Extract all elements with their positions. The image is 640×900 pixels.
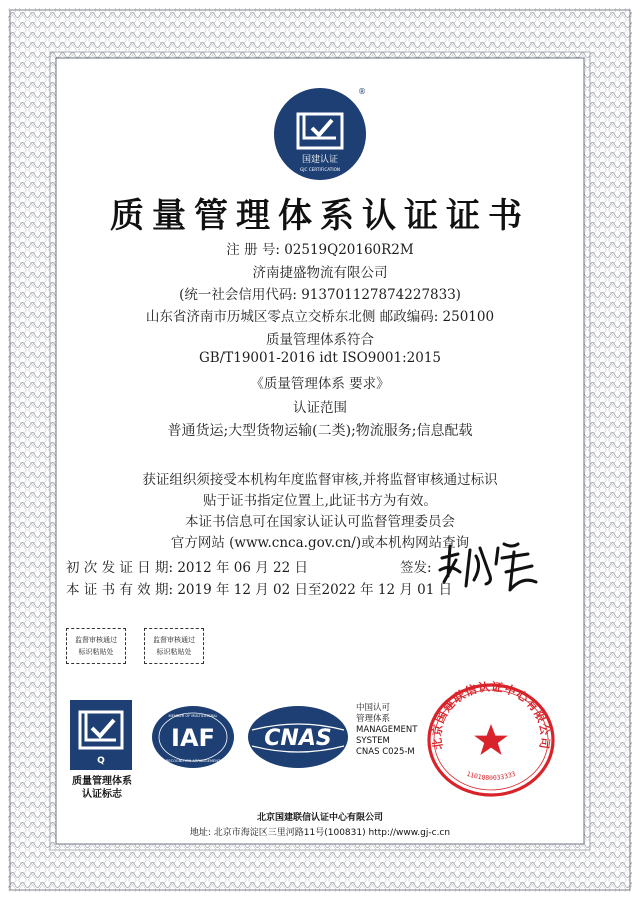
- seal-number: 1101080033333: [465, 769, 517, 782]
- audit-box-1-line2: 标识粘贴处: [78, 648, 114, 656]
- notice-line-4: 官方网站 (www.cnca.gov.cn/)或本机构网站查询: [170, 535, 470, 551]
- qms-mark-caption: [60, 775, 144, 801]
- svg-text:RECOGNITION ARRANGEMENT: RECOGNITION ARRANGEMENT: [165, 759, 221, 763]
- company-address: 山东省济南市历城区零点立交桥东北侧 邮政编码: 250100: [145, 309, 495, 325]
- logo-cn-text: 国建认证: [301, 155, 339, 165]
- iaf-text: IAF: [171, 724, 215, 752]
- audit-box-2-line1: 监督审核通过: [153, 636, 195, 644]
- gjc-certification-logo: [270, 84, 370, 184]
- credit-code: (统一社会信用代码: 91370112787422783З): [179, 287, 461, 303]
- company-name: 济南捷盛物流有限公司: [252, 265, 388, 281]
- validity-period: 2019 年 12 月 02 日至2022 年 12 月 01 日: [177, 582, 453, 598]
- registration-number: 02519Q20160R2M: [284, 242, 414, 258]
- certificate-title: 质量管理体系认证证书: [110, 196, 530, 236]
- first-issue-label: 初 次 发 证 日 期:: [66, 560, 174, 576]
- registered-mark: ®: [358, 87, 366, 96]
- svg-text:Q: Q: [97, 756, 105, 766]
- logo-en-text: GJC CERTIFICATION: [299, 167, 341, 172]
- footer-address: 地址: 北京市海淀区三里河路11号(100831) http://www.gj-c.cn: [189, 828, 451, 838]
- cnas-line-1: 中国认可: [356, 703, 391, 713]
- validity-row: [66, 578, 452, 598]
- notice-line-1: 获证组织须接受本机构年度监督审核,并将监督审核通过标识: [142, 472, 498, 488]
- validity-label: 本 证 书 有 效 期:: [66, 582, 174, 598]
- svg-text:MEMBER OF MULTILATERAL: MEMBER OF MULTILATERAL: [168, 714, 218, 718]
- svg-text:1101080033333: [465, 770, 516, 782]
- registration-label: 注 册 号:: [226, 242, 280, 258]
- audit-sticker-box-2: [144, 628, 204, 664]
- cnas-line-3: MANAGEMENT: [356, 725, 418, 735]
- first-issue-row: [66, 556, 308, 576]
- notice-line-2: 贴于证书指定位置上,此证书方为有效。: [203, 493, 437, 509]
- audit-box-2-line2: 标识粘贴处: [156, 648, 192, 656]
- notice-line-3: 本证书信息可在国家认证认可监督管理委员会: [185, 514, 455, 530]
- cnas-text: CNAS: [264, 726, 332, 751]
- registration-line: [0, 238, 640, 258]
- certification-scope: 普通货运;大型货物运输(二类);物流服务;信息配载: [167, 423, 473, 439]
- cnas-accreditation-text: [356, 703, 417, 758]
- qms-caption-line2: 认证标志: [82, 789, 122, 800]
- standard-title: 《质量管理体系 要求》: [250, 376, 390, 392]
- issuer-signature: [436, 536, 546, 598]
- cnas-line-2: 管理体系: [356, 714, 391, 724]
- standard-code: GB/T19001-2016 idt ISO9001:2015: [199, 350, 441, 366]
- iaf-logo-icon: [150, 704, 236, 770]
- first-issue-date: 2012 年 06 月 22 日: [177, 560, 308, 576]
- cnas-logo-icon: [246, 704, 350, 770]
- cnas-line-5: CNAS C025-M: [356, 747, 415, 757]
- audit-sticker-box-1: [66, 628, 126, 664]
- sign-label: 签发:: [400, 560, 432, 576]
- qms-caption-line1: 质量管理体系: [72, 776, 132, 787]
- official-seal-icon: [424, 680, 558, 800]
- conformity-label: 质量管理体系符合: [266, 332, 374, 348]
- scope-label: 认证范围: [293, 400, 347, 416]
- qms-mark-icon: [70, 700, 132, 770]
- audit-box-1-line1: 监督审核通过: [75, 636, 117, 644]
- seal-org-text: 北京国建联信认证中心有限公司: [429, 680, 553, 751]
- cnas-line-4: SYSTEM: [356, 736, 390, 746]
- footer-org: 北京国建联信认证中心有限公司: [256, 813, 383, 823]
